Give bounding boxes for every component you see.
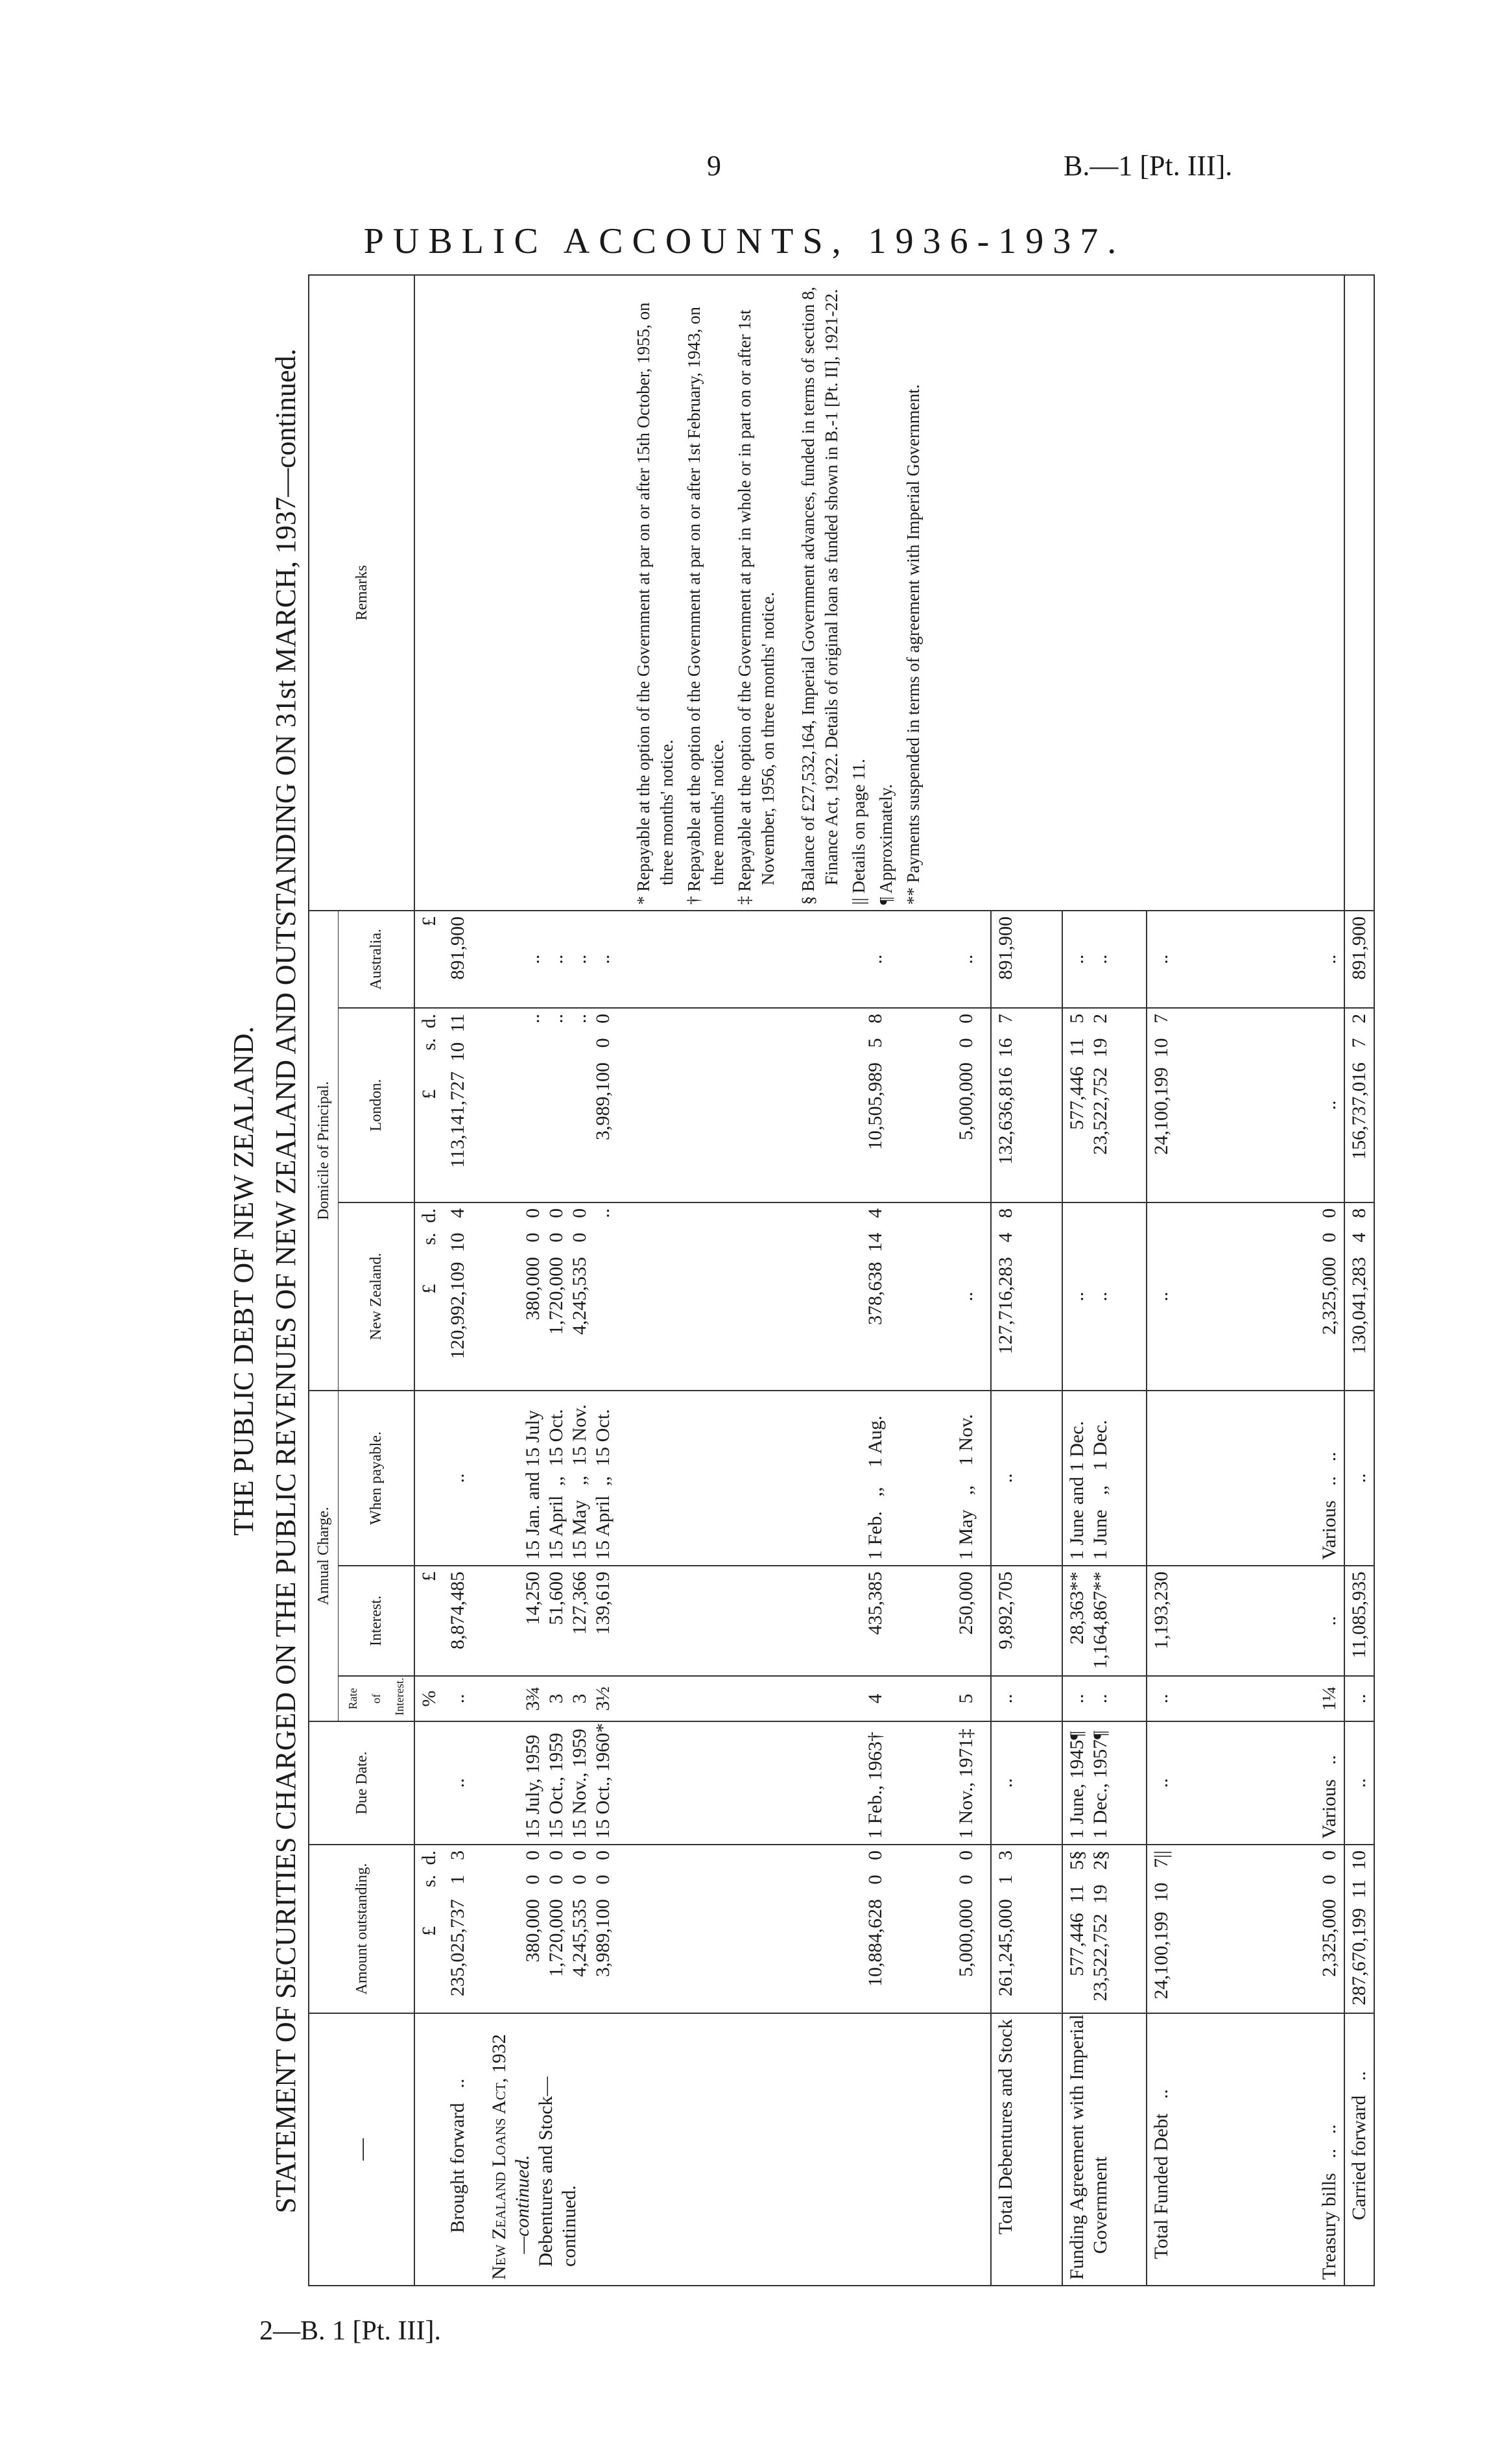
remarks-cell: [414, 275, 1344, 911]
unit-nz: £ s. d.: [414, 1202, 444, 1391]
r1971-aus: ..: [952, 911, 991, 1008]
remark-3: ‡ Repayable at the option of the Government at par in whole or in part on or after 1st November, 1956, on three months' notice.: [735, 309, 778, 905]
page-title: PUBLIC ACCOUNTS, 1936-1937.: [363, 221, 1126, 261]
remark-5: || Details on page 11.: [849, 758, 868, 905]
totfund-london: 24,100,199 10 7: [1147, 1008, 1315, 1202]
carried-when: ..: [1344, 1391, 1374, 1566]
r1971-due: 1 Nov., 1971‡: [952, 1721, 991, 1845]
r1963-due: 1 Feb., 1963†: [861, 1721, 952, 1845]
sheet-title: THE PUBLIC DEBT OF NEW ZEALAND.: [228, 1026, 259, 1536]
unit-aus: £: [414, 911, 444, 1008]
totfund-interest: 1,193,230: [1147, 1566, 1315, 1676]
totdeb-when: ..: [991, 1391, 1062, 1566]
carried-nz: 130,041,283 4 8: [1344, 1202, 1374, 1391]
r1971-nz: ..: [952, 1202, 991, 1391]
col-domicile-header: Domicile of Principal.: [309, 911, 339, 1391]
carried-aus: 891,900: [1344, 911, 1374, 1008]
totfund-aus: ..: [1147, 911, 1315, 1008]
brought-interest: 8,874,485: [444, 1566, 472, 1676]
col-australia-header: Australia.: [339, 911, 415, 1008]
brought-nz: 120,992,109 10 4: [444, 1202, 472, 1391]
treasury-nz: 2,325,000 0 0: [1315, 1202, 1344, 1391]
totfund-when: [1147, 1391, 1315, 1566]
brought-label: Brought forward ..: [444, 2013, 472, 2286]
col-due-header: Due Date.: [309, 1721, 414, 1845]
treasury-amount: 2,325,000 0 0: [1315, 1845, 1344, 2013]
remark-7: ** Payments suspended in terms of agreement with Imperial Government.: [903, 384, 923, 905]
r1963-amount: 10,884,628 0 0: [861, 1845, 952, 2013]
unit-london: £ s. d.: [414, 1008, 444, 1202]
unit-interest: £: [414, 1566, 444, 1676]
col-when-header: When payable.: [339, 1391, 415, 1566]
unit-rate: %: [414, 1676, 444, 1721]
treasury-when: Various .. ..: [1315, 1391, 1344, 1566]
carried-interest: 11,085,935: [1344, 1566, 1374, 1676]
block1-when: 15 Jan. and 15 July 15 April ,, 15 Oct. 15 May ,, 15 Nov. 15 April ,, 15 Oct.: [472, 1391, 861, 1566]
treasury-aus: ..: [1315, 911, 1344, 1008]
r1963-nz: 378,638 14 4: [861, 1202, 952, 1391]
totdeb-aus: 891,900: [991, 911, 1062, 1008]
funding-amount: 577,446 11 5§ 23,522,752 19 2§: [1062, 1845, 1147, 2013]
r1971-when: 1 May ,, 1 Nov.: [952, 1391, 991, 1566]
act-label: New Zealand Loans Act, 1932: [488, 2034, 510, 2280]
remark-2: † Repayable at the option of the Government at par on or after 1st February, 1943, on three months' notice.: [684, 306, 727, 905]
block1-nz: 380,000 0 0 1,720,000 0 0 4,245,535 0 0 ..: [472, 1202, 861, 1391]
totdeb-interest: 9,892,705: [991, 1566, 1062, 1676]
remark-4: § Balance of £27,532,164, Imperial Government advances, funded in terms of section 8, Finance Act, 1922. Details of original loan as funded shown in B.-1 [Pt. II], 1921-22.: [798, 286, 841, 905]
carried-label: Carried forward ..: [1344, 2013, 1374, 2286]
col-rate-header: Rate of Interest.: [339, 1676, 415, 1721]
r1971-amount: 5,000,000 0 0: [952, 1845, 991, 2013]
funding-rate: .. ..: [1062, 1676, 1147, 1721]
treasury-label: Treasury bills .. ..: [1315, 2013, 1344, 2286]
block1-amount: 380,000 0 0 1,720,000 0 0 4,245,535 0 0 3,989,100 0 0: [472, 1845, 861, 2013]
act-sub: Debentures and Stock—continued.: [535, 2076, 580, 2267]
treasury-rate: 1¼: [1315, 1676, 1344, 1721]
r1963-rate: 4: [861, 1676, 952, 1721]
funding-label: Funding Agreement with Imperial: [1066, 2014, 1088, 2280]
block1-aus: .. .. .. ..: [472, 911, 861, 1008]
funding-nz: .. ..: [1062, 1202, 1147, 1391]
funding-due: 1 June, 1945¶ 1 Dec., 1957¶: [1062, 1721, 1147, 1845]
rotated-statement: [227, 276, 1370, 2286]
brought-rate: ..: [444, 1676, 472, 1721]
table-row: [1344, 275, 1374, 2286]
totdeb-rate: ..: [991, 1676, 1062, 1721]
col-remarks-header: Remarks: [309, 275, 414, 911]
block1-london: .. .. .. 3,989,100 0 0: [472, 1008, 861, 1202]
totdeb-amount: 261,245,000 1 3: [991, 1845, 1062, 2013]
statement-title: STATEMENT OF SECURITIES CHARGED ON THE PUBLIC REVENUES OF NEW ZEALAND AND OUTSTANDING ON 31st MARCH, 1937—continued.: [270, 348, 302, 2214]
totfund-label: Total Funded Debt ..: [1147, 2013, 1315, 2286]
remark-6: ¶ Approximately.: [876, 783, 896, 905]
totfund-nz: ..: [1147, 1202, 1315, 1391]
block1-interest: 14,250 51,600 127,366 139,619: [472, 1566, 861, 1676]
totfund-rate: ..: [1147, 1676, 1315, 1721]
act-cont: —continued.: [512, 2155, 533, 2254]
brought-london: 113,141,727 10 11: [444, 1008, 472, 1202]
funding-aus: .. ..: [1062, 911, 1147, 1008]
carried-rate: ..: [1344, 1676, 1374, 1721]
col-interest-header: Interest.: [339, 1566, 415, 1676]
brought-amount: 235,025,737 1 3: [444, 1845, 472, 2013]
funding-when: 1 June and 1 Dec. 1 June ,, 1 Dec.: [1062, 1391, 1147, 1566]
table-row: [414, 275, 444, 2286]
unit-amount: £ s. d.: [414, 1845, 444, 2013]
totfund-due: ..: [1147, 1721, 1315, 1845]
block1-rate: 3¾ 3 3 3½: [472, 1676, 861, 1721]
funding-label-2: Government: [1090, 2157, 1111, 2254]
brought-aus: 891,900: [444, 911, 472, 1008]
funding-london: 577,446 11 5 23,522,752 19 2: [1062, 1008, 1147, 1202]
totdeb-london: 132,636,816 16 7: [991, 1008, 1062, 1202]
carried-due: ..: [1344, 1721, 1374, 1845]
debt-table: [308, 274, 1375, 2286]
totdeb-nz: 127,716,283 4 8: [991, 1202, 1062, 1391]
col-label-header: —: [309, 2013, 414, 2286]
r1971-london: 5,000,000 0 0: [952, 1008, 991, 1202]
r1963-aus: ..: [861, 911, 952, 1008]
totdeb-due: ..: [991, 1721, 1062, 1845]
col-nz-header: New Zealand.: [339, 1202, 415, 1391]
totfund-amount: 24,100,199 10 7||: [1147, 1845, 1315, 2013]
treasury-interest: ..: [1315, 1566, 1344, 1676]
col-amount-header: Amount outstanding.: [309, 1845, 414, 2013]
funding-interest: 28,363** 1,164,867**: [1062, 1566, 1147, 1676]
col-annual-header: Annual Charge.: [309, 1391, 339, 1721]
footer-reference: 2—B. 1 [Pt. III].: [259, 2316, 441, 2346]
block1-due: 15 July, 1959 15 Oct., 1959 15 Nov., 1959 15 Oct., 1960*: [472, 1721, 861, 1845]
r1963-interest: 435,385: [861, 1566, 952, 1676]
page-number: 9: [707, 150, 721, 182]
r1963-when: 1 Feb. ,, 1 Aug.: [861, 1391, 952, 1566]
r1971-interest: 250,000: [952, 1566, 991, 1676]
carried-amount: 287,670,199 11 10: [1344, 1845, 1374, 2013]
remark-1: * Repayable at the option of the Government at par on or after 15th October, 1955, on three months' notice.: [634, 302, 676, 905]
brought-when: ..: [444, 1391, 472, 1566]
r1963-london: 10,505,989 5 8: [861, 1008, 952, 1202]
col-london-header: London.: [339, 1008, 415, 1202]
r1971-rate: 5: [952, 1676, 991, 1721]
carried-london: 156,737,016 7 2: [1344, 1008, 1374, 1202]
totdeb-label: Total Debentures and Stock: [991, 2013, 1062, 2286]
page-reference: B.—1 [Pt. III].: [1064, 150, 1233, 182]
brought-due: ..: [444, 1721, 472, 1845]
treasury-london: ..: [1315, 1008, 1344, 1202]
treasury-due: Various ..: [1315, 1721, 1344, 1845]
